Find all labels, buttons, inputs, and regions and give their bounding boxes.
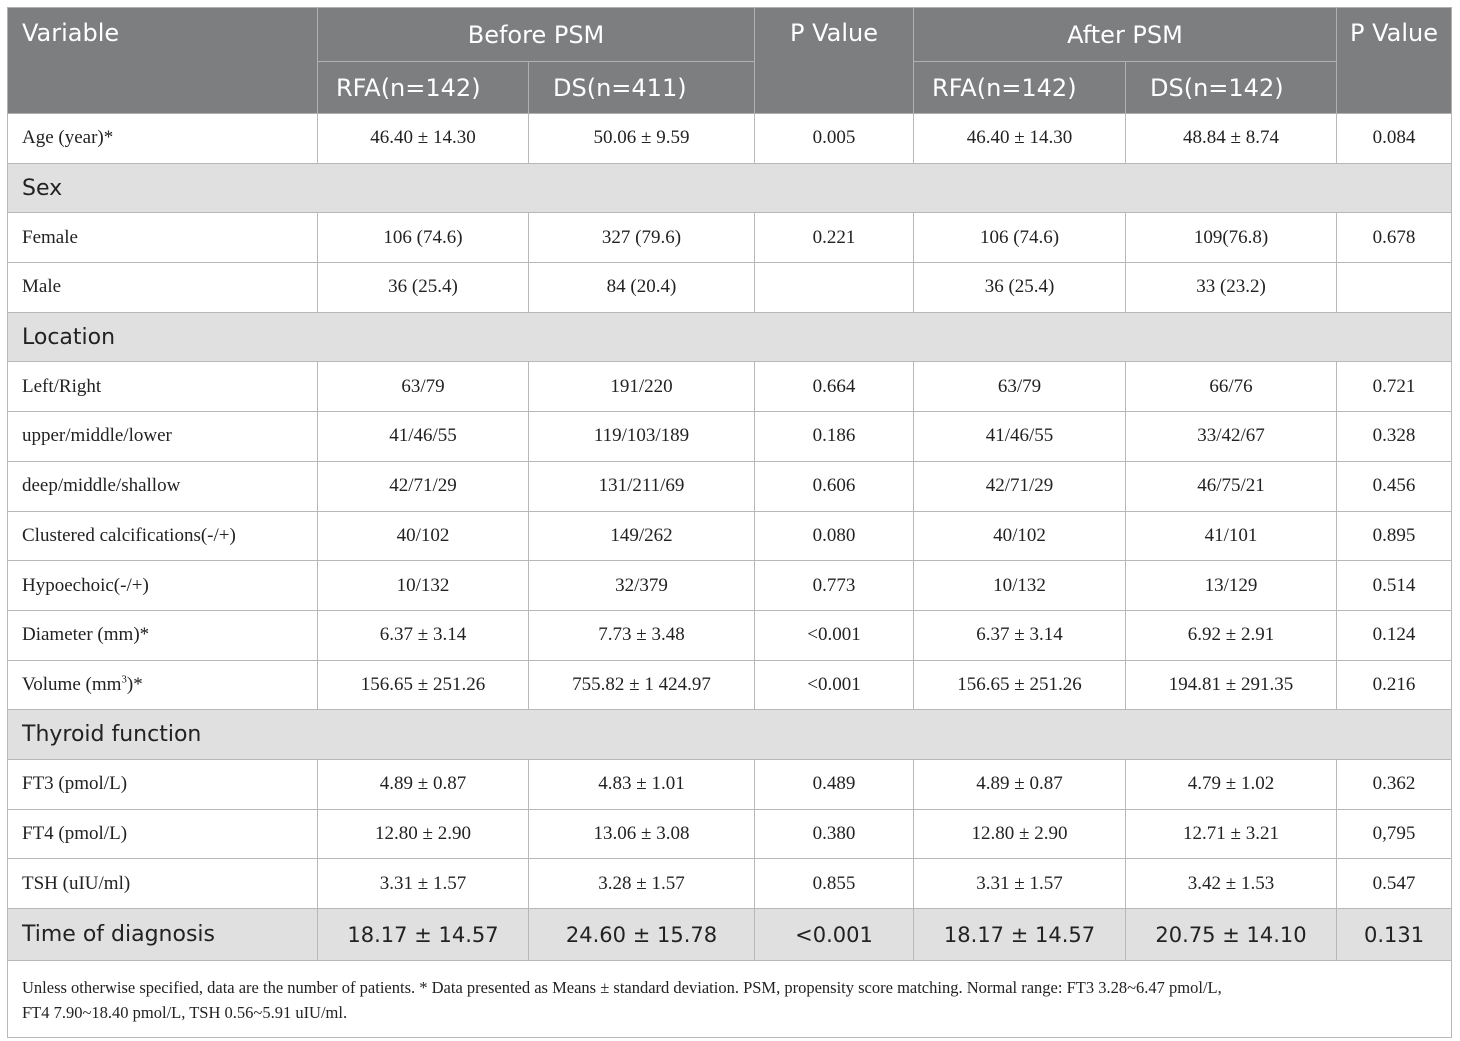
- cell-rfa-after: 10/132: [914, 561, 1126, 611]
- cell-ds-before: 327 (79.6): [529, 213, 755, 263]
- table-row-diameter: [8, 610, 1452, 660]
- cell-rfa-after: 12.80 ± 2.90: [914, 809, 1126, 859]
- header-rfa-after: RFA(n=142): [914, 62, 1126, 114]
- row-label: Left/Right: [8, 362, 318, 412]
- cell-rfa-before: 106 (74.6): [318, 213, 529, 263]
- table-row-female: [8, 213, 1452, 263]
- cell-p-before: [755, 263, 914, 313]
- footnote-cell: [8, 961, 1452, 1038]
- cell-ds-before: 149/262: [529, 511, 755, 561]
- cell-rfa-before: 63/79: [318, 362, 529, 412]
- cell-ds-after: 66/76: [1126, 362, 1337, 412]
- cell-p-after: 0.084: [1337, 114, 1452, 164]
- header-after-psm: After PSM: [914, 8, 1337, 62]
- row-label: FT3 (pmol/L): [8, 759, 318, 809]
- cell-ds-after: 3.42 ± 1.53: [1126, 859, 1337, 909]
- cell-ds-after: 33/42/67: [1126, 412, 1337, 462]
- cell-ds-after: 41/101: [1126, 511, 1337, 561]
- cell-p-before: 0.380: [755, 809, 914, 859]
- cell-ds-before: 50.06 ± 9.59: [529, 114, 755, 164]
- table-container: [7, 7, 1451, 1038]
- cell-p-before: <0.001: [755, 660, 914, 710]
- cell-ds-after: 20.75 ± 14.10: [1126, 909, 1337, 961]
- cell-p-before: 0.606: [755, 461, 914, 511]
- section-label: Sex: [8, 163, 1452, 213]
- cell-rfa-after: 42/71/29: [914, 461, 1126, 511]
- cell-ds-after: 13/129: [1126, 561, 1337, 611]
- table-row-left-right: [8, 362, 1452, 412]
- cell-p-before: 0.773: [755, 561, 914, 611]
- cell-rfa-before: 4.89 ± 0.87: [318, 759, 529, 809]
- header-p-value-after: P Value: [1337, 8, 1452, 114]
- cell-p-before: <0.001: [755, 610, 914, 660]
- cell-p-before: 0.855: [755, 859, 914, 909]
- cell-rfa-after: 18.17 ± 14.57: [914, 909, 1126, 961]
- footnote-line-1: Unless otherwise specified, data are the number of patients. * Data presented as Means ± standard deviation. PSM, propensity score matching. Normal range: FT3 3.28~6.47 pmol/L,: [22, 978, 1222, 997]
- cell-ds-after: 46/75/21: [1126, 461, 1337, 511]
- cell-ds-before: 84 (20.4): [529, 263, 755, 313]
- cell-ds-before: 7.73 ± 3.48: [529, 610, 755, 660]
- cell-rfa-after: 40/102: [914, 511, 1126, 561]
- cell-p-before: 0.664: [755, 362, 914, 412]
- cell-p-after: 0.124: [1337, 610, 1452, 660]
- data-table: [7, 7, 1452, 1038]
- cell-p-after: 0.456: [1337, 461, 1452, 511]
- cell-ds-before: 191/220: [529, 362, 755, 412]
- cell-p-after: 0.131: [1337, 909, 1452, 961]
- cell-ds-before: 32/379: [529, 561, 755, 611]
- cell-rfa-after: 156.65 ± 251.26: [914, 660, 1126, 710]
- table-row-ft4: [8, 809, 1452, 859]
- cell-p-before: 0.080: [755, 511, 914, 561]
- cell-ds-before: 4.83 ± 1.01: [529, 759, 755, 809]
- row-label: TSH (uIU/ml): [8, 859, 318, 909]
- footnote-line-2: FT4 7.90~18.40 pmol/L, TSH 0.56~5.91 uIU/ml.: [22, 1003, 348, 1022]
- row-label: [8, 660, 318, 710]
- header-ds-after: DS(n=142): [1126, 62, 1337, 114]
- cell-ds-before: 119/103/189: [529, 412, 755, 462]
- cell-ds-after: 12.71 ± 3.21: [1126, 809, 1337, 859]
- cell-rfa-after: 3.31 ± 1.57: [914, 859, 1126, 909]
- cell-p-after: 0.216: [1337, 660, 1452, 710]
- cell-rfa-after: 106 (74.6): [914, 213, 1126, 263]
- table-row-male: [8, 263, 1452, 313]
- cell-rfa-before: 40/102: [318, 511, 529, 561]
- row-label: Hypoechoic(-/+): [8, 561, 318, 611]
- cell-p-after: 0.547: [1337, 859, 1452, 909]
- cell-rfa-before: 42/71/29: [318, 461, 529, 511]
- cell-p-after: 0.721: [1337, 362, 1452, 412]
- table-footnote: [8, 961, 1452, 1038]
- cell-p-before: 0.186: [755, 412, 914, 462]
- row-label: FT4 (pmol/L): [8, 809, 318, 859]
- table-row-deep-middle-shallow: [8, 461, 1452, 511]
- cell-p-after: 0.895: [1337, 511, 1452, 561]
- row-label: upper/middle/lower: [8, 412, 318, 462]
- volume-label-sup: 3: [121, 673, 127, 686]
- cell-rfa-after: 4.89 ± 0.87: [914, 759, 1126, 809]
- header-variable: Variable: [8, 8, 318, 114]
- row-label: Time of diagnosis: [8, 909, 318, 961]
- cell-rfa-before: 18.17 ± 14.57: [318, 909, 529, 961]
- header-p-value-before: P Value: [755, 8, 914, 114]
- header-before-psm: Before PSM: [318, 8, 755, 62]
- cell-ds-after: 33 (23.2): [1126, 263, 1337, 313]
- cell-p-before: 0.005: [755, 114, 914, 164]
- cell-rfa-before: 12.80 ± 2.90: [318, 809, 529, 859]
- cell-rfa-before: 3.31 ± 1.57: [318, 859, 529, 909]
- cell-ds-after: 109(76.8): [1126, 213, 1337, 263]
- table-header: [8, 8, 1452, 114]
- cell-rfa-before: 46.40 ± 14.30: [318, 114, 529, 164]
- table-row-hypoechoic: [8, 561, 1452, 611]
- cell-rfa-after: 36 (25.4): [914, 263, 1126, 313]
- section-row-thyroid-function: [8, 710, 1452, 760]
- header-rfa-before: RFA(n=142): [318, 62, 529, 114]
- table-row-tsh: [8, 859, 1452, 909]
- table-row-volume: [8, 660, 1452, 710]
- cell-ds-before: 24.60 ± 15.78: [529, 909, 755, 961]
- row-label: Diameter (mm)*: [8, 610, 318, 660]
- cell-p-after: 0.514: [1337, 561, 1452, 611]
- table-body: [8, 114, 1452, 961]
- row-label: Clustered calcifications(-/+): [8, 511, 318, 561]
- cell-ds-after: 194.81 ± 291.35: [1126, 660, 1337, 710]
- section-label: Location: [8, 312, 1452, 362]
- cell-ds-after: 48.84 ± 8.74: [1126, 114, 1337, 164]
- table-row-time-of-diagnosis: [8, 909, 1452, 961]
- cell-p-before: 0.489: [755, 759, 914, 809]
- table-row-calcifications: [8, 511, 1452, 561]
- cell-ds-after: 4.79 ± 1.02: [1126, 759, 1337, 809]
- cell-rfa-before: 41/46/55: [318, 412, 529, 462]
- cell-p-after: 0.362: [1337, 759, 1452, 809]
- cell-rfa-after: 63/79: [914, 362, 1126, 412]
- cell-p-after: [1337, 263, 1452, 313]
- section-label: Thyroid function: [8, 710, 1452, 760]
- cell-rfa-before: 36 (25.4): [318, 263, 529, 313]
- cell-rfa-after: 6.37 ± 3.14: [914, 610, 1126, 660]
- cell-rfa-after: 46.40 ± 14.30: [914, 114, 1126, 164]
- cell-ds-after: 6.92 ± 2.91: [1126, 610, 1337, 660]
- cell-rfa-after: 41/46/55: [914, 412, 1126, 462]
- row-label: Age (year)*: [8, 114, 318, 164]
- cell-p-before: 0.221: [755, 213, 914, 263]
- cell-p-after: 0.328: [1337, 412, 1452, 462]
- cell-rfa-before: 6.37 ± 3.14: [318, 610, 529, 660]
- table-row-upper-middle-lower: [8, 412, 1452, 462]
- cell-p-after: 0,795: [1337, 809, 1452, 859]
- table-row-ft3: [8, 759, 1452, 809]
- header-ds-before: DS(n=411): [529, 62, 755, 114]
- cell-ds-before: 755.82 ± 1 424.97: [529, 660, 755, 710]
- cell-p-before: <0.001: [755, 909, 914, 961]
- table-row-age: [8, 114, 1452, 164]
- volume-label-pre: Volume (mm: [22, 673, 122, 695]
- cell-ds-before: 3.28 ± 1.57: [529, 859, 755, 909]
- row-label: deep/middle/shallow: [8, 461, 318, 511]
- cell-ds-before: 131/211/69: [529, 461, 755, 511]
- section-row-location: [8, 312, 1452, 362]
- cell-p-after: 0.678: [1337, 213, 1452, 263]
- cell-rfa-before: 156.65 ± 251.26: [318, 660, 529, 710]
- section-row-sex: [8, 163, 1452, 213]
- row-label: Female: [8, 213, 318, 263]
- volume-label-post: )*: [126, 673, 143, 695]
- row-label: Male: [8, 263, 318, 313]
- cell-rfa-before: 10/132: [318, 561, 529, 611]
- cell-ds-before: 13.06 ± 3.08: [529, 809, 755, 859]
